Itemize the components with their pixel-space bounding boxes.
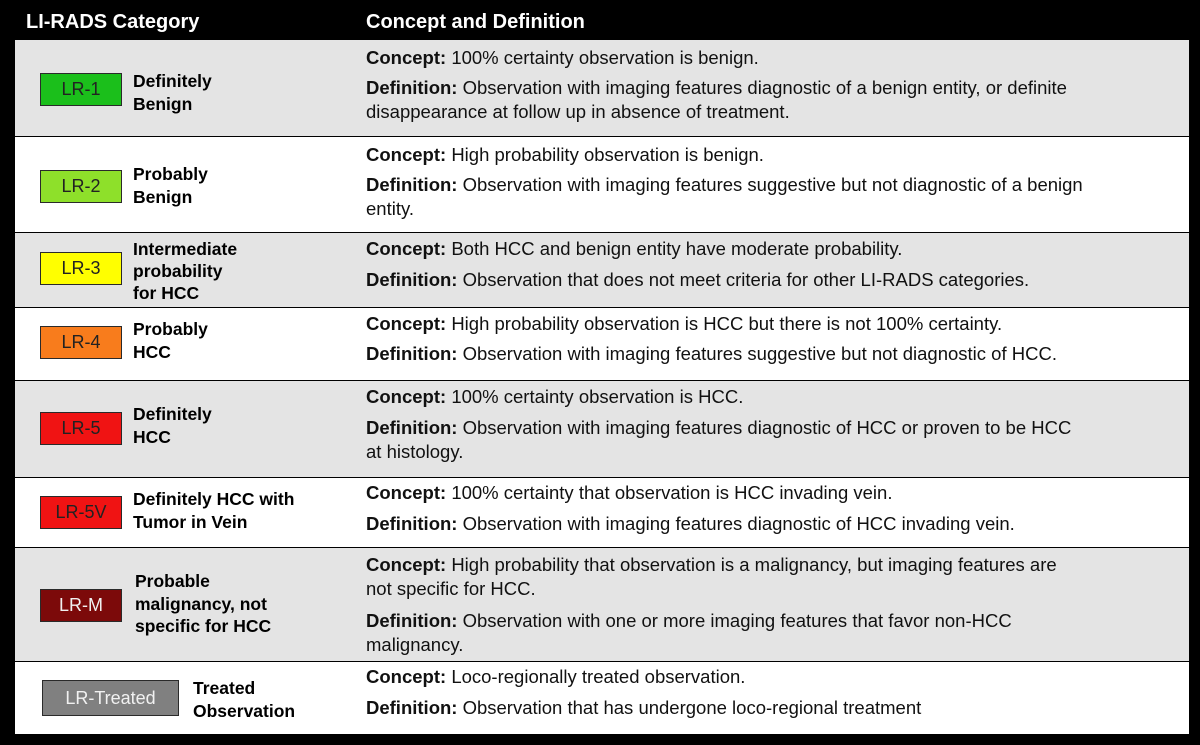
table-row <box>15 308 1189 380</box>
concept-line: Concept: High probability observation is HCC but there is not 100% certainty. <box>366 313 1003 334</box>
concept-definition <box>366 308 1183 380</box>
definition-line: Definition: Observation with imaging features suggestive but not diagnostic of HCC. <box>366 343 1057 364</box>
definition-line: Definition: Observation with imaging features diagnostic of a benign entity, or definite <box>366 77 1067 98</box>
concept-definition <box>366 662 1183 734</box>
definition-line: Definition: Observation with imaging features suggestive but not diagnostic of a benign <box>366 174 1083 195</box>
table-row <box>15 137 1189 232</box>
concept-line: Concept: Both HCC and benign entity have moderate probability. <box>366 238 903 259</box>
definition-line-2: at histology. <box>366 441 464 462</box>
concept-definition <box>366 40 1183 136</box>
definition-line-2: malignancy. <box>366 634 464 655</box>
table-row <box>15 478 1189 547</box>
concept-line: Concept: 100% certainty that observation is HCC invading vein. <box>366 482 893 503</box>
table-row <box>15 548 1189 661</box>
concept-line: Concept: Loco-regionally treated observation. <box>366 666 746 687</box>
category-badge: LR-4 <box>40 326 122 359</box>
concept-definition <box>366 548 1183 661</box>
table-row <box>15 381 1189 477</box>
concept-line-2: not specific for HCC. <box>366 578 536 599</box>
definition-line: Definition: Observation with imaging features diagnostic of HCC or proven to be HCC <box>366 417 1072 438</box>
category-badge: LR-1 <box>40 73 122 106</box>
concept-line: Concept: 100% certainty observation is benign. <box>366 47 759 68</box>
concept-definition <box>366 478 1183 547</box>
concept-line: Concept: High probability observation is benign. <box>366 144 764 165</box>
definition-line: Definition: Observation with imaging features diagnostic of HCC invading vein. <box>366 513 1015 534</box>
concept-line: Concept: 100% certainty observation is HCC. <box>366 386 744 407</box>
category-name: Definitely Benign <box>133 71 212 114</box>
category-name: Definitely HCC with Tumor in Vein <box>133 489 295 532</box>
concept-definition <box>366 381 1183 477</box>
category-badge: LR-5 <box>40 412 122 445</box>
category-name: Probably HCC <box>133 319 208 362</box>
definition-line-2: disappearance at follow up in absence of treatment. <box>366 101 790 122</box>
category-name: Probable malignancy, not specific for HCC <box>135 571 272 636</box>
header-concept-definition: Concept and Definition <box>366 11 585 33</box>
category-badge: LR-Treated <box>42 680 179 716</box>
concept-definition <box>366 233 1183 307</box>
table-header <box>0 0 1200 40</box>
category-badge: LR-5V <box>40 496 122 529</box>
definition-line: Definition: Observation that has undergone loco-regional treatment <box>366 697 922 718</box>
table-row <box>15 233 1189 307</box>
category-name: Definitely HCC <box>133 404 212 447</box>
category-name: Probably Benign <box>133 164 208 207</box>
category-badge: LR-M <box>40 589 122 622</box>
table-row <box>15 662 1189 734</box>
category-badge: LR-2 <box>40 170 122 203</box>
header-category: LI-RADS Category <box>26 11 200 33</box>
category-badge: LR-3 <box>40 252 122 285</box>
table-row <box>15 40 1189 136</box>
concept-line: Concept: High probability that observation is a malignancy, but imaging features are <box>366 554 1057 575</box>
category-name: Intermediate probability for HCC <box>133 239 238 303</box>
definition-line: Definition: Observation with one or more imaging features that favor non-HCC <box>366 610 1012 631</box>
definition-line-2: entity. <box>366 198 414 219</box>
concept-definition <box>366 137 1183 232</box>
category-name: Treated Observation <box>193 678 296 721</box>
definition-line: Definition: Observation that does not meet criteria for other LI-RADS categories. <box>366 269 1030 290</box>
